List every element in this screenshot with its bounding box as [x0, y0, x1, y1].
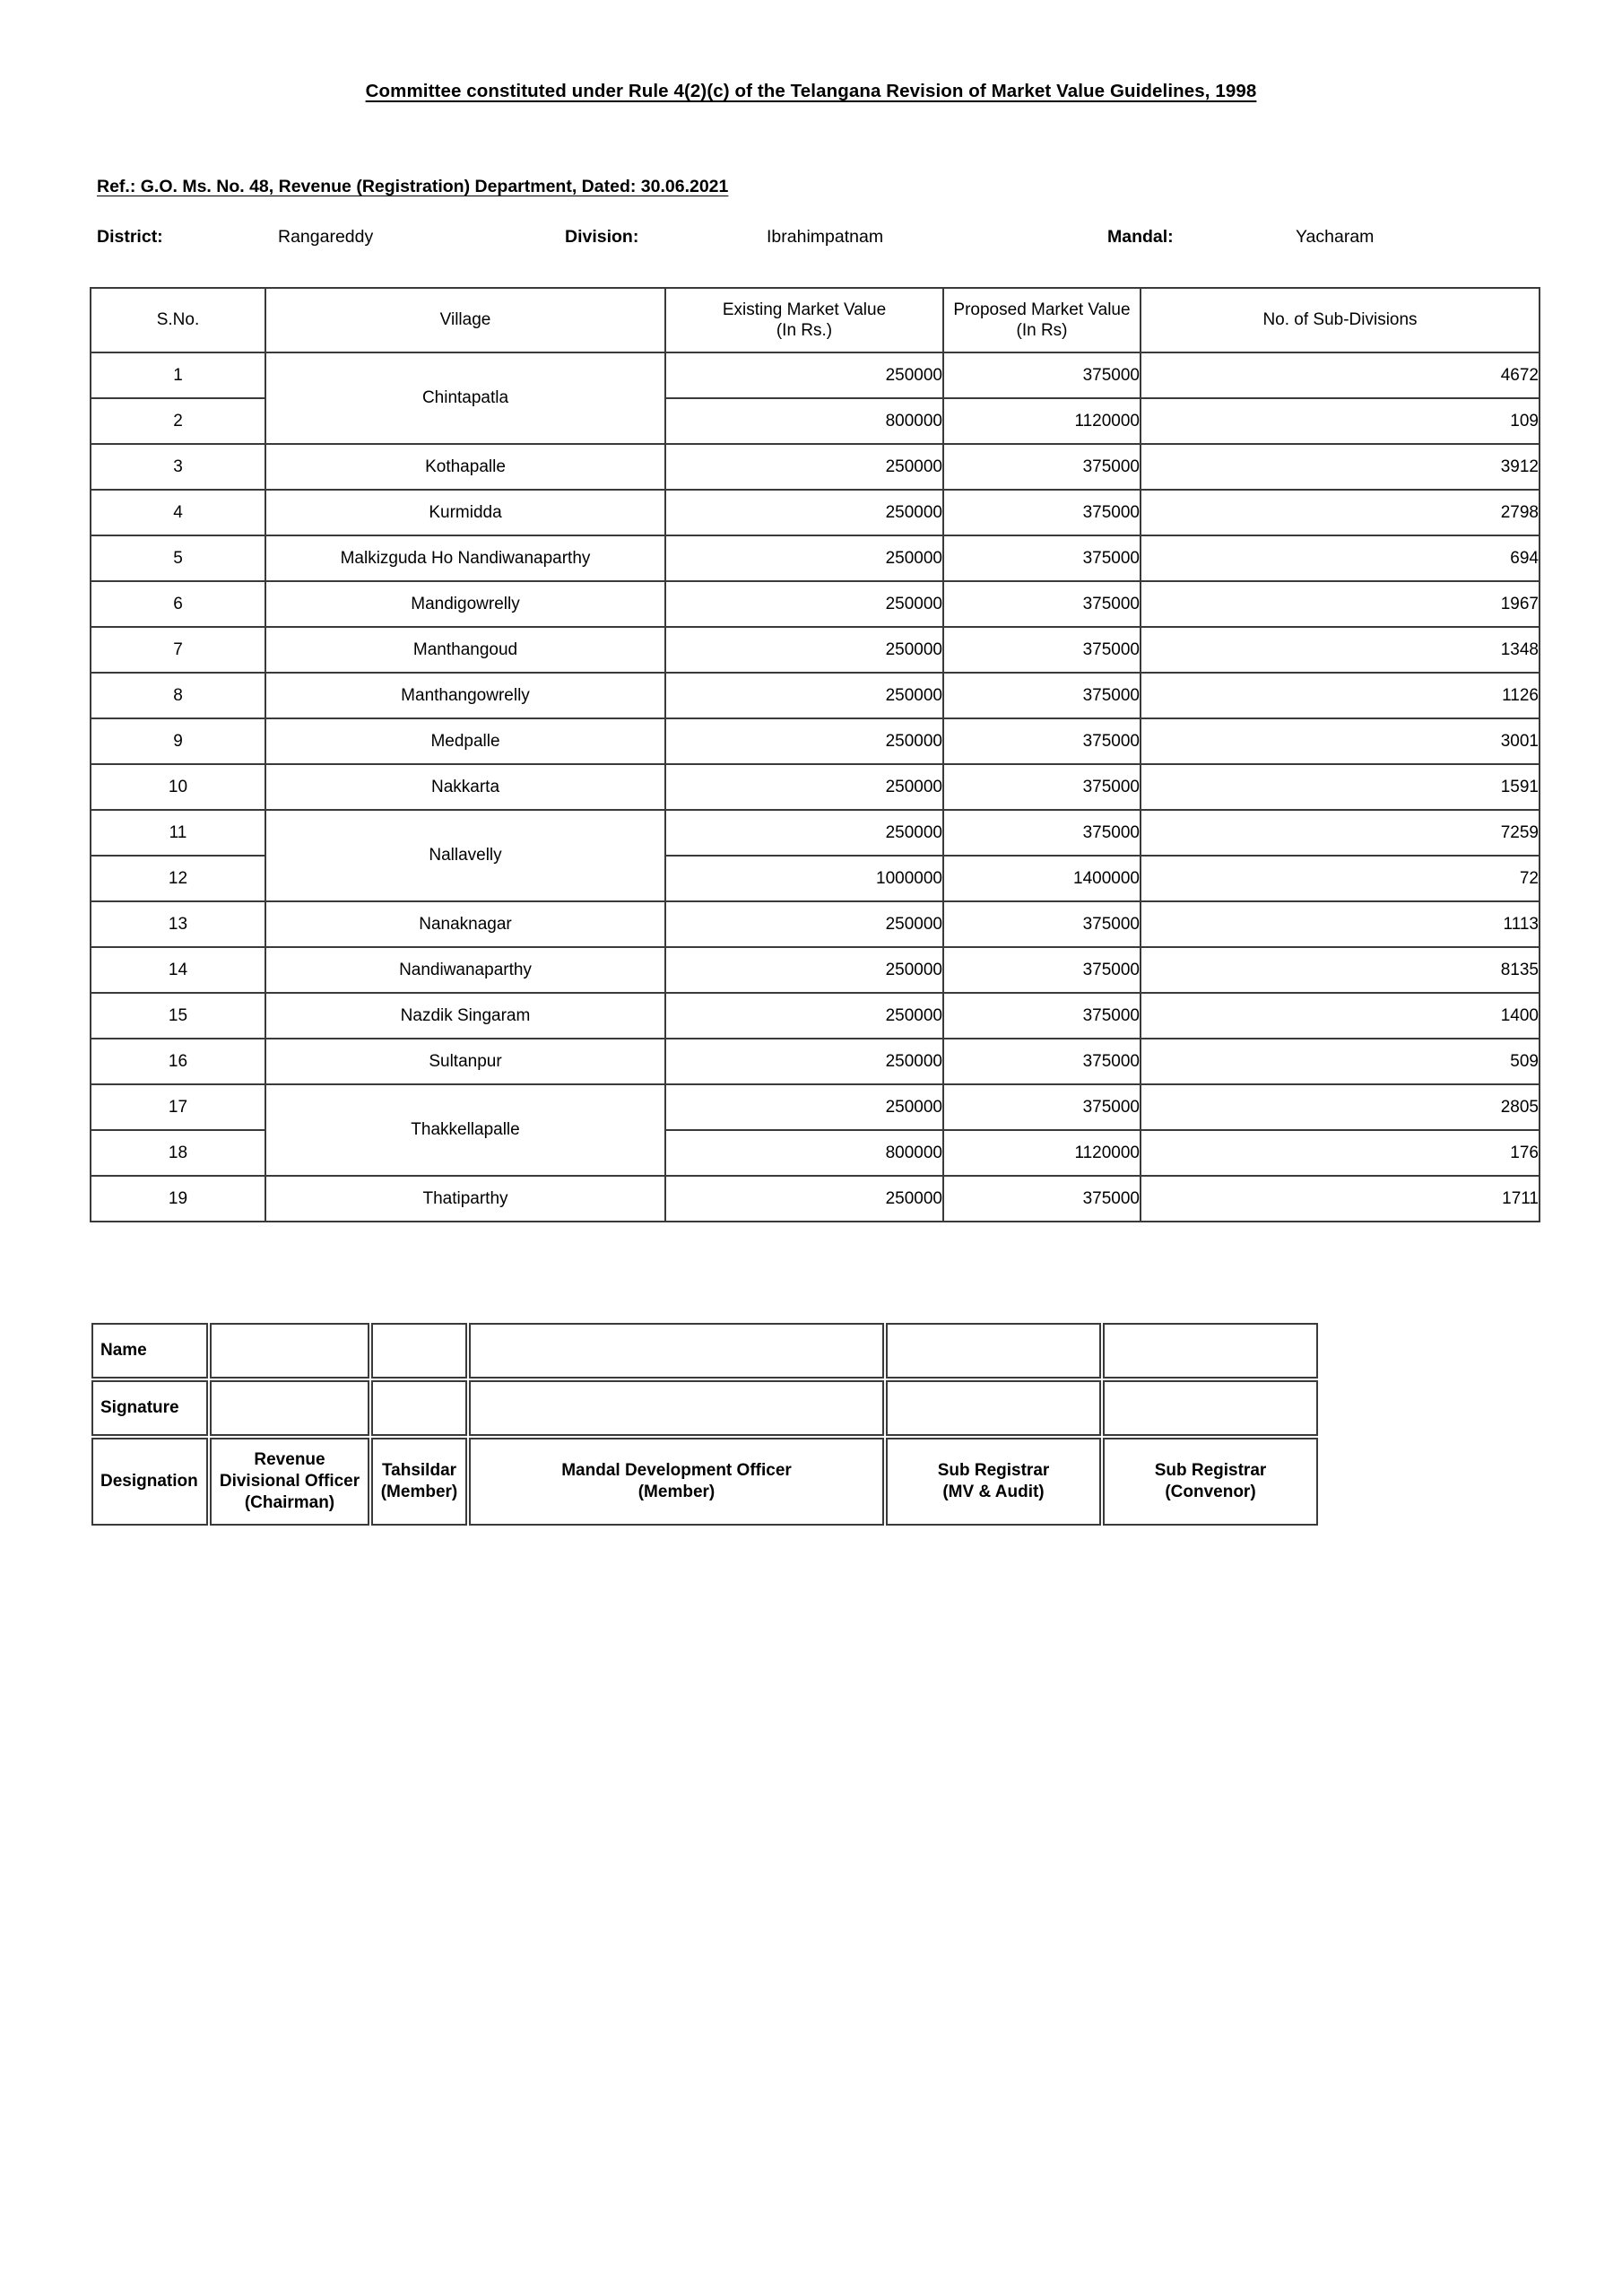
cell-existing-market-value: 250000	[665, 490, 943, 535]
cell-subdivisions: 4672	[1141, 352, 1540, 398]
table-row	[91, 627, 1540, 673]
cell-proposed-market-value: 375000	[943, 535, 1141, 581]
designation-5-line1: Sub Registrar	[1154, 1461, 1267, 1481]
cell-proposed-market-value: 375000	[943, 1039, 1141, 1084]
cell-sno: 9	[91, 718, 265, 764]
cell-subdivisions: 2798	[1141, 490, 1540, 535]
column-header-existing-market-value	[665, 288, 943, 352]
existing-header-line2: (In Rs.)	[776, 321, 833, 340]
name-label: Name	[91, 1323, 208, 1378]
cell-subdivisions: 109	[1141, 398, 1540, 444]
column-header-village: Village	[265, 288, 665, 352]
mandal-label: Mandal:	[1107, 227, 1174, 247]
cell-existing-market-value: 250000	[665, 718, 943, 764]
cell-sno: 6	[91, 581, 265, 627]
designation-5-line2: (Convenor)	[1165, 1483, 1256, 1501]
column-header-subdivisions: No. of Sub-Divisions	[1141, 288, 1540, 352]
cell-proposed-market-value: 375000	[943, 673, 1141, 718]
cell-village: Nakkarta	[265, 764, 665, 810]
cell-subdivisions: 8135	[1141, 947, 1540, 993]
cell-proposed-market-value: 375000	[943, 490, 1141, 535]
table-row	[91, 810, 1540, 856]
cell-existing-market-value: 250000	[665, 444, 943, 490]
cell-existing-market-value: 250000	[665, 1176, 943, 1222]
cell-existing-market-value: 250000	[665, 764, 943, 810]
cell-subdivisions: 3912	[1141, 444, 1540, 490]
table-row	[91, 764, 1540, 810]
proposed-header-line1: Proposed Market Value	[953, 300, 1131, 319]
cell-proposed-market-value: 1120000	[943, 398, 1141, 444]
mandal-value: Yacharam	[1296, 227, 1375, 247]
cell-proposed-market-value: 375000	[943, 901, 1141, 947]
cell-existing-market-value: 250000	[665, 673, 943, 718]
cell-subdivisions: 1967	[1141, 581, 1540, 627]
cell-sno: 3	[91, 444, 265, 490]
cell-subdivisions: 72	[1141, 856, 1540, 901]
proposed-header-line2: (In Rs)	[1016, 321, 1068, 340]
designation-cell-3	[469, 1438, 884, 1526]
cell-sno: 19	[91, 1176, 265, 1222]
market-value-table-container	[90, 287, 1539, 1222]
table-row	[91, 673, 1540, 718]
reference-line: Ref.: G.O. Ms. No. 48, Revenue (Registration) Department, Dated: 30.06.2021	[97, 177, 729, 196]
table-row	[91, 901, 1540, 947]
cell-proposed-market-value: 375000	[943, 1084, 1141, 1130]
cell-village: Mandigowrelly	[265, 581, 665, 627]
cell-village: Nazdik Singaram	[265, 993, 665, 1039]
table-row	[91, 535, 1540, 581]
cell-sno: 5	[91, 535, 265, 581]
signature-field-1[interactable]	[210, 1380, 369, 1436]
table-row	[91, 1176, 1540, 1222]
page-title	[0, 81, 1622, 102]
division-label: Division:	[565, 227, 639, 247]
cell-sno: 1	[91, 352, 265, 398]
cell-existing-market-value: 250000	[665, 1039, 943, 1084]
designation-2-line1: Tahsildar	[381, 1461, 457, 1481]
division-value: Ibrahimpatnam	[767, 227, 884, 247]
table-header	[91, 288, 1540, 352]
table-row	[91, 718, 1540, 764]
signature-table	[90, 1321, 1320, 1527]
cell-existing-market-value: 250000	[665, 810, 943, 856]
name-field-5[interactable]	[1103, 1323, 1318, 1378]
table-body	[91, 352, 1540, 1222]
cell-proposed-market-value: 375000	[943, 764, 1141, 810]
cell-subdivisions: 176	[1141, 1130, 1540, 1176]
cell-sno: 4	[91, 490, 265, 535]
column-header-proposed-market-value	[943, 288, 1141, 352]
name-field-2[interactable]	[371, 1323, 467, 1378]
cell-subdivisions: 1591	[1141, 764, 1540, 810]
table-row	[91, 1084, 1540, 1130]
signature-field-5[interactable]	[1103, 1380, 1318, 1436]
cell-existing-market-value: 800000	[665, 1130, 943, 1176]
cell-subdivisions: 509	[1141, 1039, 1540, 1084]
cell-village: Manthangowrelly	[265, 673, 665, 718]
cell-existing-market-value: 250000	[665, 947, 943, 993]
cell-sno: 10	[91, 764, 265, 810]
cell-village: Thatiparthy	[265, 1176, 665, 1222]
designation-4-line2: (MV & Audit)	[942, 1483, 1045, 1501]
district-value: Rangareddy	[278, 227, 374, 247]
cell-proposed-market-value: 375000	[943, 947, 1141, 993]
designation-3-line2: (Member)	[638, 1483, 716, 1501]
cell-sno: 18	[91, 1130, 265, 1176]
cell-proposed-market-value: 375000	[943, 810, 1141, 856]
name-field-3[interactable]	[469, 1323, 884, 1378]
table-row	[91, 1039, 1540, 1084]
table-row	[91, 581, 1540, 627]
cell-sno: 11	[91, 810, 265, 856]
designation-2-line2: (Member)	[380, 1483, 458, 1501]
header-row	[91, 288, 1540, 352]
designation-4-line1: Sub Registrar	[937, 1461, 1050, 1481]
designation-cell-4	[886, 1438, 1101, 1526]
cell-sno: 7	[91, 627, 265, 673]
cell-village: Nandiwanaparthy	[265, 947, 665, 993]
cell-existing-market-value: 1000000	[665, 856, 943, 901]
cell-subdivisions: 1348	[1141, 627, 1540, 673]
designation-1-line1: Revenue	[254, 1450, 325, 1470]
column-header-sno: S.No.	[91, 288, 265, 352]
cell-subdivisions: 2805	[1141, 1084, 1540, 1130]
cell-village: Malkizguda Ho Nandiwanaparthy	[265, 535, 665, 581]
designation-3-line1: Mandal Development Officer	[561, 1461, 792, 1481]
signature-row-designation	[91, 1438, 1318, 1526]
table-row	[91, 993, 1540, 1039]
cell-proposed-market-value: 1400000	[943, 856, 1141, 901]
cell-subdivisions: 1113	[1141, 901, 1540, 947]
table-row	[91, 444, 1540, 490]
cell-sno: 16	[91, 1039, 265, 1084]
cell-village: Sultanpur	[265, 1039, 665, 1084]
designation-1-line2: Divisional Officer	[219, 1472, 360, 1492]
signature-field-4[interactable]	[886, 1380, 1101, 1436]
cell-subdivisions: 7259	[1141, 810, 1540, 856]
signature-row-signature	[91, 1380, 1318, 1436]
cell-proposed-market-value: 375000	[943, 718, 1141, 764]
cell-subdivisions: 1711	[1141, 1176, 1540, 1222]
designation-cell-2	[371, 1438, 467, 1526]
cell-proposed-market-value: 375000	[943, 627, 1141, 673]
cell-village: Kurmidda	[265, 490, 665, 535]
signature-field-3[interactable]	[469, 1380, 884, 1436]
signature-label: Signature	[91, 1380, 208, 1436]
name-field-4[interactable]	[886, 1323, 1101, 1378]
cell-existing-market-value: 250000	[665, 535, 943, 581]
name-field-1[interactable]	[210, 1323, 369, 1378]
table-row	[91, 947, 1540, 993]
cell-proposed-market-value: 375000	[943, 444, 1141, 490]
cell-proposed-market-value: 375000	[943, 1176, 1141, 1222]
cell-village: Manthangoud	[265, 627, 665, 673]
signature-table-container	[90, 1321, 1539, 1527]
cell-proposed-market-value: 1120000	[943, 1130, 1141, 1176]
cell-existing-market-value: 250000	[665, 627, 943, 673]
cell-proposed-market-value: 375000	[943, 993, 1141, 1039]
signature-field-2[interactable]	[371, 1380, 467, 1436]
market-value-table	[90, 287, 1540, 1222]
cell-sno: 17	[91, 1084, 265, 1130]
cell-sno: 2	[91, 398, 265, 444]
cell-existing-market-value: 250000	[665, 993, 943, 1039]
cell-village: Medpalle	[265, 718, 665, 764]
existing-header-line1: Existing Market Value	[722, 300, 887, 319]
cell-village: Nallavelly	[265, 810, 665, 901]
cell-sno: 13	[91, 901, 265, 947]
cell-existing-market-value: 250000	[665, 901, 943, 947]
cell-existing-market-value: 800000	[665, 398, 943, 444]
meta-row	[0, 223, 1622, 250]
cell-proposed-market-value: 375000	[943, 352, 1141, 398]
cell-village: Chintapatla	[265, 352, 665, 444]
cell-village: Nanaknagar	[265, 901, 665, 947]
page-title-text: Committee constituted under Rule 4(2)(c) of the Telangana Revision of Market Value Guidelines, 1998	[365, 81, 1257, 101]
cell-sno: 14	[91, 947, 265, 993]
designation-cell-5	[1103, 1438, 1318, 1526]
cell-subdivisions: 1126	[1141, 673, 1540, 718]
cell-sno: 12	[91, 856, 265, 901]
cell-subdivisions: 1400	[1141, 993, 1540, 1039]
designation-1-line3: (Chairman)	[244, 1492, 335, 1512]
cell-subdivisions: 3001	[1141, 718, 1540, 764]
cell-subdivisions: 694	[1141, 535, 1540, 581]
cell-existing-market-value: 250000	[665, 1084, 943, 1130]
table-row	[91, 352, 1540, 398]
district-label: District:	[97, 227, 163, 247]
signature-row-name	[91, 1323, 1318, 1378]
cell-proposed-market-value: 375000	[943, 581, 1141, 627]
signature-table-body	[91, 1323, 1318, 1526]
designation-cell-1	[210, 1438, 369, 1526]
cell-existing-market-value: 250000	[665, 581, 943, 627]
cell-sno: 15	[91, 993, 265, 1039]
cell-village: Thakkellapalle	[265, 1084, 665, 1176]
cell-village: Kothapalle	[265, 444, 665, 490]
cell-existing-market-value: 250000	[665, 352, 943, 398]
table-row	[91, 490, 1540, 535]
cell-sno: 8	[91, 673, 265, 718]
designation-label: Designation	[91, 1438, 208, 1526]
